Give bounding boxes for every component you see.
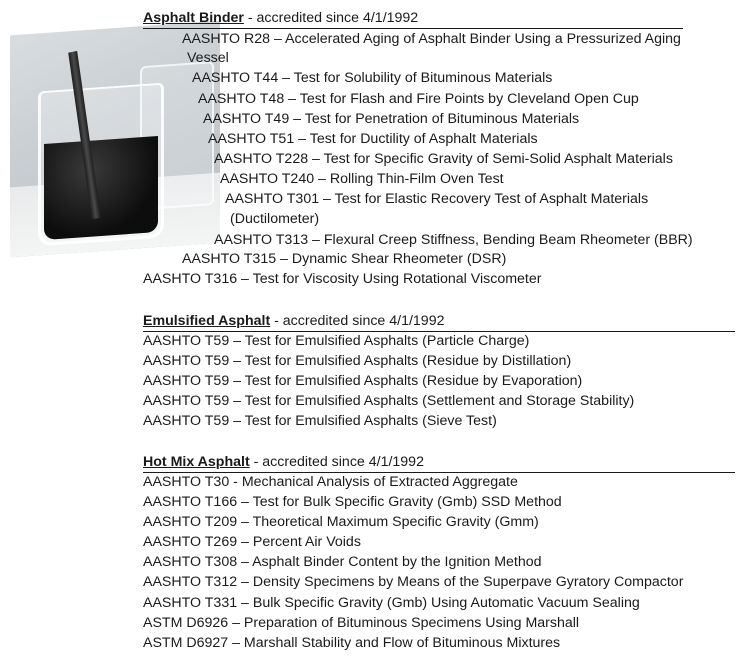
list-item: AASHTO T209 – Theoretical Maximum Specific Gravity (Gmm) [143,514,539,530]
list-item: ASTM D6926 – Preparation of Bituminous Specimens Using Marshall [143,615,580,631]
section-title: Asphalt Binder [143,10,244,26]
list-item: AASHTO T51 – Test for Ductility of Asphalt Materials [208,131,538,147]
list-item: AASHTO T30 - Mechanical Analysis of Extracted Aggregate [143,474,518,490]
list-item: ASTM D6927 – Marshall Stability and Flow of Bituminous Mixtures [143,635,561,651]
list-item: AASHTO T59 – Test for Emulsified Asphalts (Sieve Test) [143,413,497,429]
list-item: AASHTO T166 – Test for Bulk Specific Gravity (Gmb) SSD Method [143,494,562,510]
list-item: AASHTO T240 – Rolling Thin-Film Oven Test [220,171,504,187]
list-item: AASHTO T49 – Test for Penetration of Bituminous Materials [203,111,580,127]
list-item: AASHTO T312 – Density Specimens by Means of the Superpave Gyratory Compactor [143,574,684,590]
list-item: AASHTO T59 – Test for Emulsified Asphalts (Particle Charge) [143,333,530,349]
list-item: AASHTO T308 – Asphalt Binder Content by the Ignition Method [143,554,542,570]
list-item: AASHTO T331 – Bulk Specific Gravity (Gmb) Using Automatic Vacuum Sealing [143,595,640,611]
list-item: AASHTO T59 – Test for Emulsified Asphalts (Settlement and Storage Stability) [143,393,635,409]
section-heading-asphalt-binder [143,9,683,29]
list-item: (Ductilometer) [230,211,320,227]
section-heading-emulsified-asphalt [143,312,735,332]
section-accreditation: - accredited since 4/1/1992 [249,454,424,470]
section-accreditation: - accredited since 4/1/1992 [270,313,445,329]
list-item: AASHTO T313 – Flexural Creep Stiffness, Bending Beam Rheometer (BBR) [214,232,693,248]
list-item: AASHTO T315 – Dynamic Shear Rheometer (DSR) [182,251,507,267]
list-item: AASHTO R28 – Accelerated Aging of Asphalt Binder Using a Pressurized Aging [182,31,681,47]
section-heading-hot-mix-asphalt [143,453,735,473]
section-title: Emulsified Asphalt [143,313,271,329]
section-accreditation: - accredited since 4/1/1992 [243,10,419,26]
list-item: Vessel [187,50,229,66]
list-item: AASHTO T44 – Test for Solubility of Bituminous Materials [192,70,553,86]
list-item: AASHTO T48 – Test for Flash and Fire Points by Cleveland Open Cup [198,91,639,107]
beaker-with-asphalt [38,83,164,247]
list-item: AASHTO T316 – Test for Viscosity Using Rotational Viscometer [143,271,542,287]
list-item: AASHTO T301 – Test for Elastic Recovery Test of Asphalt Materials [225,191,649,207]
list-item: AASHTO T59 – Test for Emulsified Asphalts (Residue by Distillation) [143,353,572,369]
list-item: AASHTO T59 – Test for Emulsified Asphalts (Residue by Evaporation) [143,373,583,389]
list-item: AASHTO T269 – Percent Air Voids [143,534,361,550]
section-title: Hot Mix Asphalt [143,454,250,470]
list-item: AASHTO T228 – Test for Specific Gravity of Semi-Solid Asphalt Materials [214,151,673,167]
asphalt-liquid [44,136,158,240]
